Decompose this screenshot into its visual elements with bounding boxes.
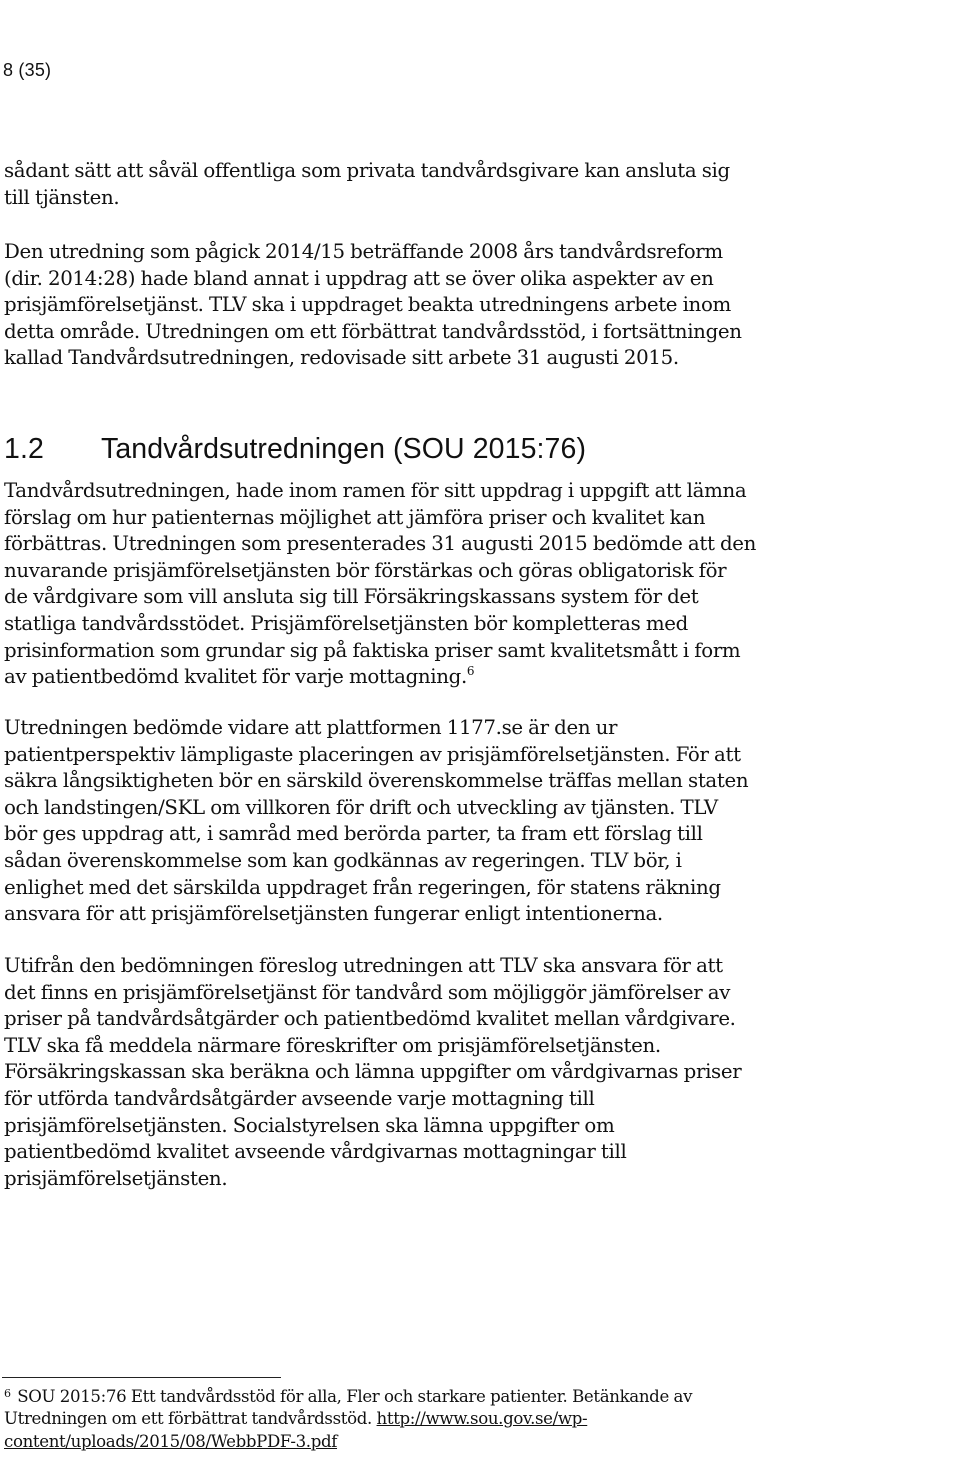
paragraph-1177-platform bbox=[4, 715, 954, 928]
text-line-content: av patientbedömd kvalitet för varje mottagning. bbox=[4, 665, 467, 689]
section-heading bbox=[4, 432, 586, 466]
text-line: Den utredning som pågick 2014/15 beträffande 2008 års tandvårdsreform bbox=[4, 240, 723, 263]
paragraph-utredning bbox=[4, 239, 954, 372]
section-number: 1.2 bbox=[4, 433, 44, 465]
text-line: sådant sätt att såväl offentliga som privata tandvårdsgivare kan ansluta sig bbox=[4, 159, 730, 182]
text-line: sådan överenskommelse som kan godkännas av regeringen. TLV bör, i bbox=[4, 848, 682, 872]
text-line: TLV ska få meddela närmare föreskrifter om prisjämförelsetjänsten. bbox=[4, 1033, 661, 1057]
footnote-mark: 6 bbox=[4, 1387, 11, 1400]
text-line: statliga tandvårdsstödet. Prisjämförelsetjänsten bör kompletteras med bbox=[4, 611, 688, 635]
text-line: Försäkringskassan ska beräkna och lämna uppgifter om vårdgivarnas priser bbox=[4, 1060, 742, 1084]
footnote-link[interactable]: http://www.sou.gov.se/wp- bbox=[376, 1409, 588, 1429]
paragraph-proposal bbox=[4, 953, 954, 1192]
text-line: Tandvårdsutredningen, hade inom ramen för sitt uppdrag i uppgift att lämna bbox=[4, 479, 747, 502]
footnote-line bbox=[4, 1431, 692, 1453]
text-line: patientbedömd kvalitet avseende vårdgivarnas mottagningar till bbox=[4, 1140, 627, 1164]
text-line: prisjämförelsetjänsten. bbox=[4, 1166, 228, 1190]
text-line: nuvarande prisjämförelsetjänsten bör förstärkas och göras obligatorisk för bbox=[4, 558, 727, 582]
text-line: detta område. Utredningen om ett förbättrat tandvårdsstöd, i fortsättningen bbox=[4, 319, 742, 343]
footnote-link-continuation[interactable]: content/uploads/2015/08/WebbPDF-3.pdf bbox=[4, 1431, 338, 1451]
text-line: Utredningen bedömde vidare att plattformen 1177.se är den ur bbox=[4, 716, 618, 739]
text-line: ansvara för att prisjämförelsetjänsten fungerar enligt intentionerna. bbox=[4, 902, 663, 926]
text-line: (dir. 2014:28) hade bland annat i uppdrag att se över olika aspekter av en bbox=[4, 266, 714, 290]
page-number: 8 (35) bbox=[3, 60, 52, 80]
text-line: förbättras. Utredningen som presenterades 31 augusti 2015 bedömde att den bbox=[4, 532, 757, 556]
paragraph-tandvardsutredningen bbox=[4, 478, 954, 691]
footnote-reference[interactable]: 6 bbox=[466, 664, 475, 679]
footnote-text: Utredningen om ett förbättrat tandvårdsstöd. bbox=[4, 1409, 377, 1429]
text-line: till tjänsten. bbox=[4, 185, 120, 209]
text-line: förslag om hur patienternas möjlighet att jämföra priser och kvalitet kan bbox=[4, 505, 706, 529]
footnote-line bbox=[4, 1386, 692, 1408]
section-title: Tandvårdsutredningen (SOU 2015:76) bbox=[101, 433, 587, 465]
text-line: säkra långsiktigheten bör en särskild överenskommelse träffas mellan staten bbox=[4, 769, 749, 793]
text-line: de vårdgivare som vill ansluta sig till Försäkringskassans system för det bbox=[4, 585, 699, 609]
footnote-separator bbox=[2, 1377, 281, 1378]
text-line: enlighet med det särskilda uppdraget från regeringen, för statens räkning bbox=[4, 875, 721, 899]
footnote-text: SOU 2015:76 Ett tandvårdsstöd för alla, Fler och starkare patienter. Betänkande av bbox=[17, 1387, 693, 1406]
footnote bbox=[4, 1386, 692, 1453]
paragraph-intro-continuation bbox=[4, 158, 954, 211]
text-line: prisjämförelsetjänsten. Socialstyrelsen ska lämna uppgifter om bbox=[4, 1113, 615, 1137]
text-line: patientperspektiv lämpligaste placeringen av prisjämförelsetjänsten. För att bbox=[4, 742, 741, 766]
text-line: och landstingen/SKL om villkoren för drift och utveckling av tjänsten. TLV bbox=[4, 795, 718, 819]
text-line bbox=[4, 664, 954, 691]
text-line: priser på tandvårdsåtgärder och patientbedömd kvalitet mellan vårdgivare. bbox=[4, 1007, 736, 1031]
text-line: bör ges uppdrag att, i samråd med berörda parter, ta fram ett förslag till bbox=[4, 822, 703, 846]
text-line: för utförda tandvårdsåtgärder avseende varje mottagning till bbox=[4, 1086, 595, 1110]
footnote-line bbox=[4, 1408, 692, 1430]
text-line: prisinformation som grundar sig på faktiska priser samt kvalitetsmått i form bbox=[4, 638, 741, 662]
text-line: kallad Tandvårdsutredningen, redovisade sitt arbete 31 augusti 2015. bbox=[4, 346, 679, 370]
text-line: prisjämförelsetjänst. TLV ska i uppdraget beakta utredningens arbete inom bbox=[4, 293, 731, 317]
text-line: det finns en prisjämförelsetjänst för tandvård som möjliggör jämförelser av bbox=[4, 980, 731, 1004]
text-line: Utifrån den bedömningen föreslog utredningen att TLV ska ansvara för att bbox=[4, 954, 723, 977]
